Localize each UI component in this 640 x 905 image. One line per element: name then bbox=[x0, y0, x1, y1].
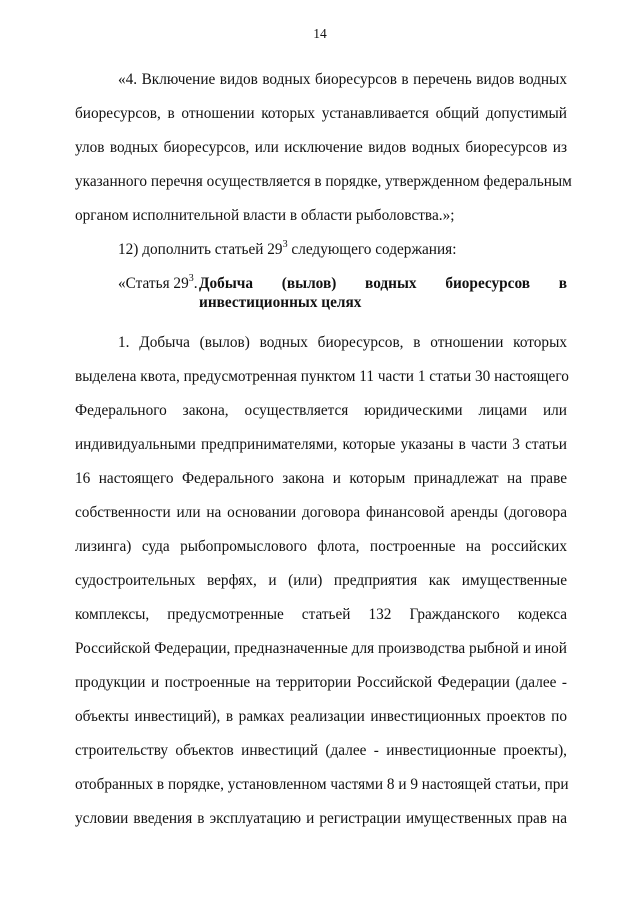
body-line: собственности или на основании договора финансовой аренды (договора bbox=[75, 504, 567, 521]
article-label-text: «Статья 29 bbox=[118, 275, 189, 292]
item-12-line bbox=[118, 238, 567, 259]
body-line: комплексы, предусмотренные статьей 132 Гражданского кодекса bbox=[75, 606, 567, 623]
item-12-superscript: 3 bbox=[282, 238, 288, 250]
amendment-4-line: органом исполнительной власти в области рыболовства.»; bbox=[75, 207, 455, 224]
body-line: индивидуальными предпринимателями, которые указаны в части 3 статьи bbox=[75, 436, 567, 453]
amendment-4-line: указанного перечня осуществляется в порядке, утвержденном федеральным bbox=[75, 173, 572, 190]
article-label bbox=[118, 272, 198, 293]
page-number: 14 bbox=[313, 26, 327, 41]
body-line: Российской Федерации, предназначенные для производства рыбной и иной bbox=[75, 640, 567, 657]
body-line: Федерального закона, осуществляется юридическими лицами или bbox=[75, 402, 567, 419]
amendment-4-line: улов водных биоресурсов, или исключение видов водных биоресурсов из bbox=[75, 139, 567, 156]
article-number-superscript: 3 bbox=[188, 272, 194, 284]
body-line: 1. Добыча (вылов) водных биоресурсов, в отношении которых bbox=[118, 334, 567, 351]
body-line: отобранных в порядке, установленном частями 8 и 9 настоящей статьи, при bbox=[75, 776, 569, 793]
body-line: лизинга) суда рыбопромыслового флота, построенные на российских bbox=[75, 538, 567, 555]
amendment-4-line: биоресурсов, в отношении которых устанавливается общий допустимый bbox=[75, 105, 567, 122]
body-line: судостроительных верфях, и (или) предприятия как имущественные bbox=[75, 572, 567, 589]
body-line: объекты инвестиций), в рамках реализации инвестиционных проектов по bbox=[75, 708, 567, 725]
article-label-dot: . bbox=[193, 275, 198, 292]
article-heading bbox=[118, 272, 567, 319]
item-12-text: 12) дополнить статьей 29 bbox=[118, 241, 283, 258]
body-line: продукции и построенные на территории Российской Федерации (далее - bbox=[75, 674, 567, 691]
item-12-text-end: следующего содержания: bbox=[287, 241, 457, 258]
body-line: условии введения в эксплуатацию и регистрации имущественных прав на bbox=[75, 810, 567, 827]
body-line: строительству объектов инвестиций (далее - инвестиционные проекты), bbox=[75, 742, 567, 759]
article-title-line: Добыча (вылов) водных биоресурсов в bbox=[199, 275, 567, 292]
amendment-4-line: «4. Включение видов водных биоресурсов в перечень видов водных bbox=[118, 71, 567, 88]
body-line: выделена квота, предусмотренная пунктом 11 части 1 статьи 30 настоящего bbox=[75, 368, 569, 385]
body-line: 16 настоящего Федерального закона и которым принадлежат на праве bbox=[75, 470, 567, 487]
article-title-line: инвестиционных целях bbox=[199, 294, 362, 311]
